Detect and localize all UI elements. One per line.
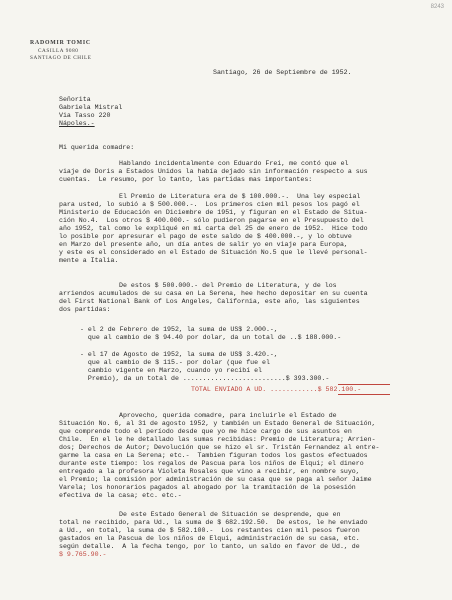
p2-line: en Marzo del presente año, un día antes de salir yo en viaje para Europa, — [59, 241, 348, 248]
total-sent: TOTAL ENVIADO A UD. ............$ 582.100.- — [191, 386, 362, 393]
p2-line: Ministerio de Educación en Diciembre de 1951, y figuran en el Estado de Situa- — [59, 209, 368, 216]
p4-line: el Premio; la comisión por administración de su casa que se paga al señor Jaime — [59, 476, 372, 483]
date-line: Santiago, 26 de Septiembre de 1952. — [213, 69, 352, 76]
item2-line: cambio vigente en Marzo, cuando yo recibí el — [80, 367, 263, 374]
p4-line: Varela; los honorarios pagados al abogado por la tramitación de la posesión — [59, 484, 356, 491]
p4-line: Chile. En el le he detallado las sumas recibidas: Premio de Literatura; Arrien- — [59, 436, 376, 443]
red-double-underline — [338, 394, 390, 395]
salutation: Mi querida comadre: — [59, 144, 135, 151]
address-name: Gabriela Mistral — [59, 104, 123, 111]
p2-line: El Premio de Literatura era de $ 100.000.-. Una ley especial — [119, 193, 361, 200]
address-city: Nápoles.- — [59, 120, 95, 127]
red-underline — [338, 384, 390, 385]
p3-line: arriendos acumulados de su casa en La Serena, hee hecho depositar en su cuenta — [59, 290, 368, 297]
p5-line — [59, 519, 368, 527]
p2-line: lo posible por apresurar el pago de este saldo de $ 400.000.-, y lo obtuve — [59, 233, 352, 240]
letterhead-name: RADOMIR TOMIC — [30, 40, 91, 46]
p2-line: para usted, lo subió a $ 500.000.-. Los primeros cien mil pesos los pagó el — [59, 201, 360, 208]
address-street: Via Tasso 220 — [59, 112, 111, 119]
p5-balance: $ 9.765.90.- — [59, 551, 107, 558]
p5-text: total ne recibido, para Ud., la suma de $ 682.192.50. De estos, le he enviado — [59, 519, 368, 526]
p3-line: del First National Bank of Los Angeles, California, este año, las siguientes — [59, 298, 360, 305]
archive-mark: 8243 — [430, 4, 444, 10]
item2-line: que al cambio de $ 115.- por dolar (que fue el — [80, 359, 270, 366]
item1-line: que al cambio de $ 94.40 por dolar, da un total de ..$ 188.000.- — [80, 334, 342, 341]
p3-line: dos partidas: — [59, 306, 111, 313]
p2-line: año 1952, tal como le expliqué en mi carta del 25 de enero de 1952. Hice todo — [59, 225, 368, 232]
p2-line: y este es el considerado en el Estado de Situación No.5 que le llevé personal- — [59, 249, 368, 256]
p1-line: cuentas. Le resumo, por lo tanto, las partidas mas importantes: — [59, 176, 313, 183]
p5-line: gastados en la Pascua de los niños de Elqui, administración de su casa, etc. — [59, 535, 360, 542]
address-title: Señorita — [59, 96, 91, 103]
p2-line: mente a Italia. — [59, 257, 119, 264]
p4-line: efectiva de la casa; etc. etc.- — [59, 492, 182, 499]
p3-line: De estos $ 500.000.- del Premio de Literatura, y de los — [119, 282, 337, 289]
p1-line: viaje de Doris a Estados Unidos la había dejado sin información respecto a sus — [59, 168, 368, 175]
p4-line: garme la casa en La Serena; etc.- Tambien figuran todos los gastos efectuados — [59, 452, 368, 459]
p4-line: que comprende todo el período desde que yo me hice cargo de sus asuntos en — [59, 428, 352, 435]
p5-line: según detalle. A la fecha tengo, por lo tanto, un saldo en favor de Ud., de — [59, 543, 360, 550]
p4-line: dos; Derechos de Autor; Devolución que se hizo el sr. Tristán Fernandez al entre- — [59, 444, 380, 451]
item2-line: Premio), da un total de ..........................$ 393.300.- — [80, 375, 330, 382]
p2-line: ción No.4. Los otros $ 400.000.- sólo pudieron pagarse en el Presupuesto del — [59, 217, 364, 224]
letterhead-casilla: CASILLA 9080 — [38, 48, 79, 54]
item2-line: - el 17 de Agosto de 1952, la suma de US$ 3.420.-, — [80, 351, 278, 358]
p4-line: Situación No. 6, al 31 de agosto 1952, y también un Estado General de Situación, — [59, 420, 376, 427]
p1-line: Hablando incidentalmente con Eduardo Frei, me contó que el — [119, 160, 349, 167]
p4-line: entregado a la profesora Violeta Rosales que vino a recibir, en nombre suyo, — [59, 468, 360, 475]
letterhead-city: SANTIAGO DE CHILE — [30, 55, 92, 61]
p4-line: Aprovecho, querida comadre, para incluirle el Estado de — [119, 412, 337, 419]
p5-line: De este Estado General de Situación se desprende, que en — [119, 511, 341, 518]
p5-line: a Ud., en total, la suma de $ 582.100.- Los restantes cien mil pesos fueron — [59, 527, 360, 534]
item1-line: - el 2 de Febrero de 1952, la suma de US$ 2.000.-, — [80, 326, 278, 333]
p4-line: durante este tiempo: los regalos de Pascua para los niños de Elqui; el dinero — [59, 460, 364, 467]
